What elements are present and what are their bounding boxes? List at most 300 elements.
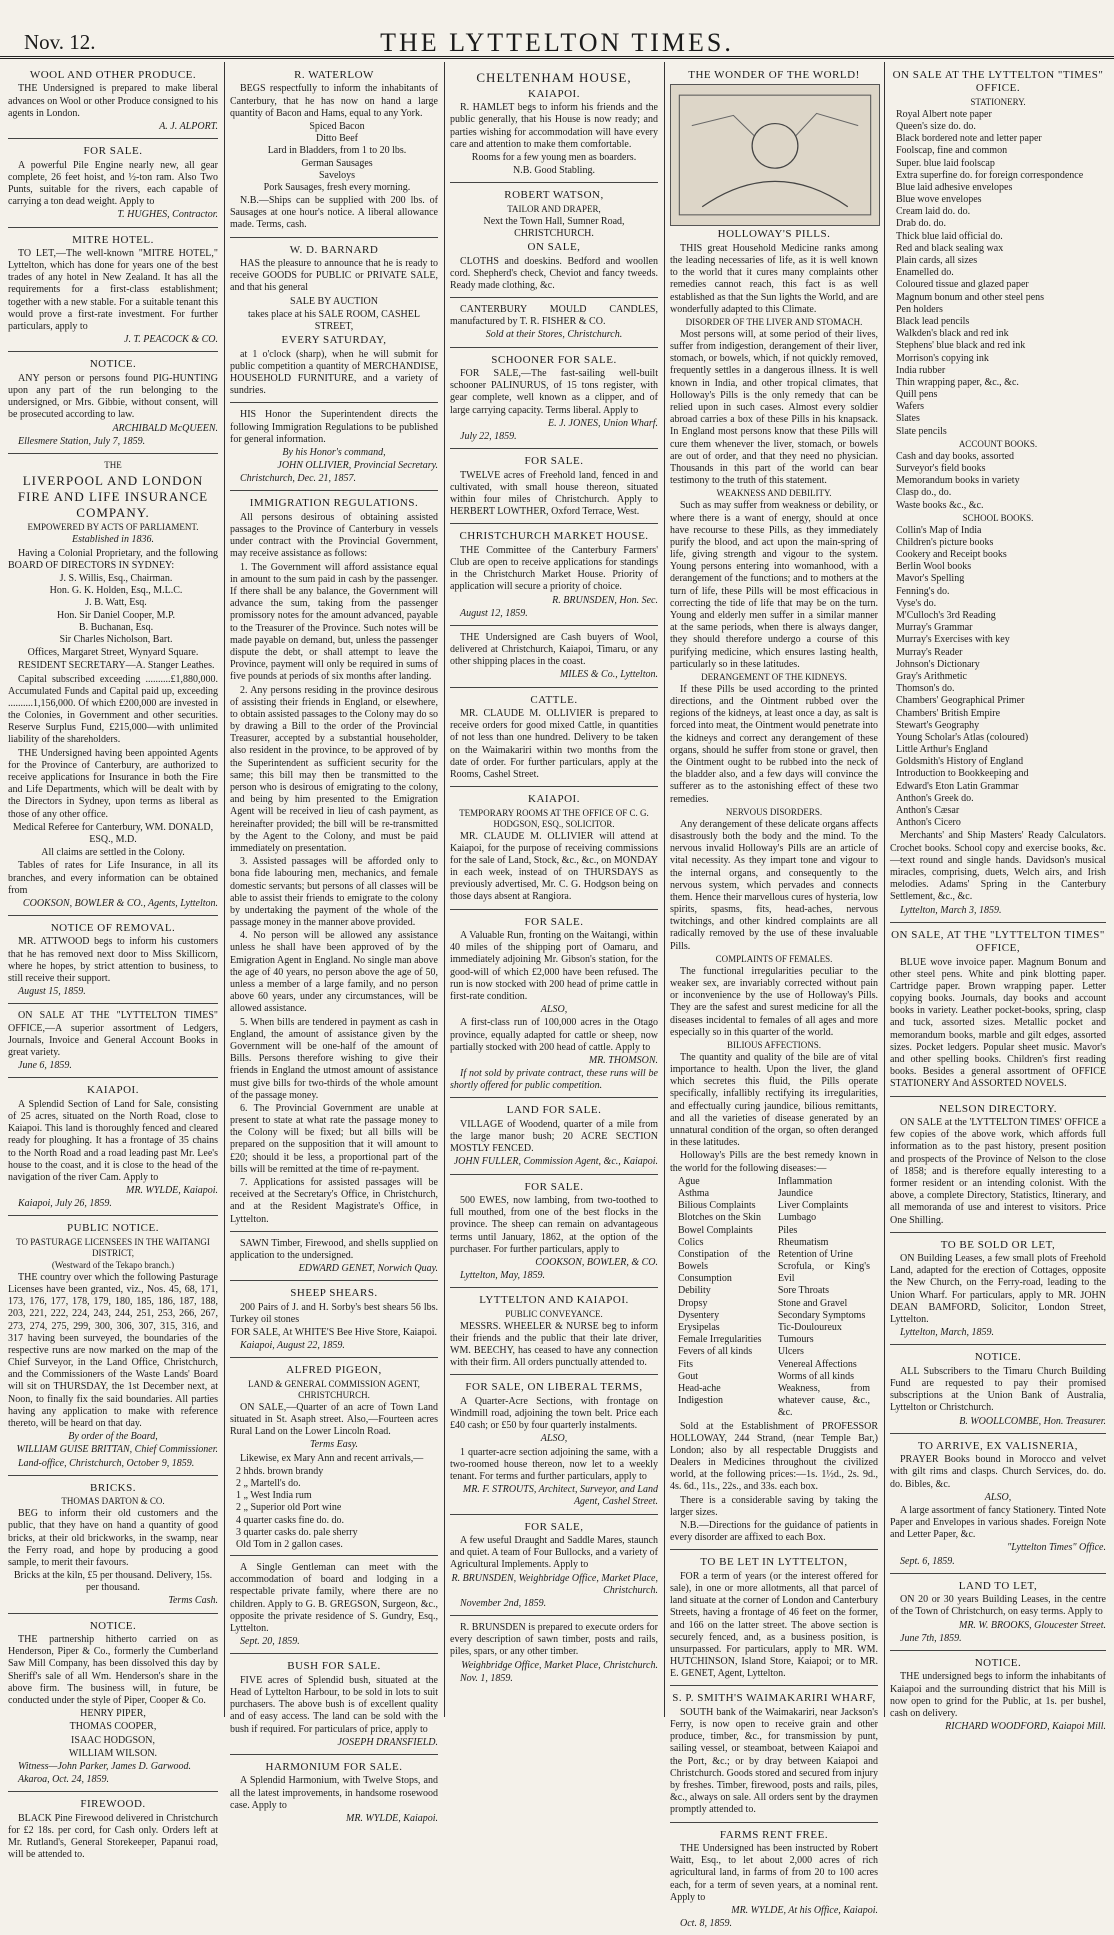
ad-address: Next the Town Hall, Sumner Road, CHRISTCHURCH. xyxy=(483,215,625,239)
list-item: Waste books &c., &c. xyxy=(896,499,984,511)
list-item: Cream laid do. do. xyxy=(896,206,971,218)
ad-also: ALSO, xyxy=(540,1004,568,1016)
ad-text: ANY person or persons found PIG-HUNTING upon any part of the run belonging to the undersigned, or Mrs. Gibbie, without consent, will be prosecuted according to law. xyxy=(8,372,218,421)
ad-title: NOTICE. xyxy=(974,1657,1022,1669)
ad-farms xyxy=(670,1826,878,1935)
list-item: Chambers' British Empire xyxy=(896,707,1001,719)
ad-title: KAIAPOI. xyxy=(87,1084,139,1097)
ad-text: A Single Gentleman can meet with the accommodation of board and lodging in a respectable private family, where there are no children. Apply to G. B. GREGSON, Surgeon, &c., opposite the private residence of S. Gundry, Esq., Lyttelton. xyxy=(230,1562,438,1634)
director-list xyxy=(8,573,218,646)
ad-established: Established in 1836. xyxy=(72,534,154,546)
ad-title: NOTICE. xyxy=(89,1619,137,1632)
disease-item: Erysipelas xyxy=(678,1322,720,1333)
ad-text: at 1 o'clock (sharp), when he will submit for public competition a quantity of MERCHANDISE, HOUSEHOLD FURNITURE, and a variety of sundries. xyxy=(230,348,438,397)
ad-signature: A. J. ALPORT. xyxy=(159,120,218,132)
list-item: Murray's Grammar xyxy=(896,622,973,634)
disease-item: Gout xyxy=(678,1370,698,1382)
partner-name: HENRY PIPER, xyxy=(80,1708,146,1720)
ad-kicker: THE xyxy=(104,459,122,470)
ad-text: MR. CLAUDE M. OLLIVIER will attend at Kaiapoi, for the purpose of receiving commissions for the sale of Land, Stock, &c., &c., on MONDAY in each week, instead of on THURSDAYS as previously advertised, Mr. C. G. Hodgson being on those days absent at Rangiora. xyxy=(450,830,658,903)
ad-text: TO LET,—The well-known "MITRE HOTEL," Lyttelton, which has done for years one of the best trades of any hotel in New Zealand. It has all the requirements for a first-class establishment; together with a new stable. For a suitable tenant this would prove a first-rate investment. For further particulars, apply to xyxy=(8,247,218,333)
list-item: Coloured tissue and glazed paper xyxy=(896,279,1029,291)
ad-market-house xyxy=(450,527,658,626)
partner-name: ISAAC HODGSON, xyxy=(71,1734,155,1746)
ad-text: There is a considerable saving by taking the larger sizes. xyxy=(670,1494,878,1518)
list-item: Slates xyxy=(896,413,920,425)
ad-text: Such as may suffer from weakness or debility, or where there is a want of energy, should at once have recourse to these Pills, as they immediately purify the blood, and act upon the main-spring of life, giving strength and vigour to the system. Young persons entering into womanhood, with a derangement of the functions; and to mothers at the turn of life, these Pills will be most efficacious in correcting the tide of life that may be on the turn. Young and elderly men suffer in a similar manner at the same periods, when there is always danger, they should therefore undergo a course of this purifying medicine, which ensures lasting health, particularly so in these latitudes. xyxy=(670,500,878,670)
ad-title: BUSH FOR SALE. xyxy=(287,1660,381,1673)
ad-date: Sept. 6, 1859. xyxy=(900,1555,955,1567)
disease-item: Rheumatism xyxy=(777,1236,829,1248)
ad-text: CLOTHS and doeskins. Bedford and woollen cord. Shepherd's check, Cheviot and fancy tweeds. Ready made clothing, &c. xyxy=(450,255,658,291)
list-item: Young Scholar's Atlas (coloured) xyxy=(896,731,1029,743)
director: Sir Charles Nicholson, Bart. xyxy=(59,633,173,645)
page-date: Nov. 12. xyxy=(24,30,96,54)
ad-title: S. P. SMITH'S WAIMAKARIRI WHARF, xyxy=(672,1692,876,1705)
ad-candles xyxy=(450,301,658,348)
director: B. Buchanan, Esq. xyxy=(78,621,154,633)
ad-date: Akaroa, Oct. 24, 1859. xyxy=(18,1774,110,1786)
disease-item: Worms of all kinds xyxy=(777,1370,854,1382)
ad-text: A Quarter-Acre Sections, with frontage on Windmill road, adjoining the town belt. Price each £40 cash; or £50 by four quarterly instalments. xyxy=(450,1395,658,1432)
disease-item: Constipation of the Bowels xyxy=(678,1248,771,1273)
ad-signature: JOSEPH DRANSFIELD. xyxy=(337,1736,438,1748)
ad-text: A Valuable Run, fronting on the Waitangi, within 40 miles of the shipping port of Oamaru, and immediately adjoining Mr. Gibson's station, for the good-will of which £2,000 have been refused. The run is now stocked with 200 head of prime cattle in first-rate condition. xyxy=(450,930,658,1002)
ad-text: THE Undersigned has been instructed by Robert Waitt, Esq., to let about 2,000 acres of rich agricultural land, in farms of from 20 to 100 acres each, for a term of seven years, at a nominal rent. Apply to xyxy=(670,1842,878,1903)
list-item: M'Culloch's 3rd Reading xyxy=(896,610,996,622)
list-item: Clasp do., do. xyxy=(896,487,952,499)
ad-text: FOR SALE,—The fast-sailing well-built schooner PALINURUS, of 15 tons register, with gear complete, well known as a clipper, and of large carrying capacity. Terms liberal. Apply to xyxy=(450,368,658,416)
ad-subtitle: TEMPORARY ROOMS AT THE OFFICE OF C. G. HODGSON, ESQ., SOLICITOR. xyxy=(459,807,649,829)
ad-also: ALSO, xyxy=(540,1433,568,1445)
column-rule xyxy=(884,62,885,1717)
ad-title: FOR SALE. xyxy=(524,915,584,928)
ad-text: PRAYER Books bound in Morocco and velvet with gilt rims and clasps. Church Services, do. do. do. Bibles, &c. xyxy=(890,1454,1106,1490)
ad-title: SHEEP SHEARS. xyxy=(290,1287,378,1300)
ad-date: June 7th, 1859. xyxy=(900,1632,962,1644)
ad-immigration xyxy=(230,494,438,1231)
list-item: Cookery and Receipt books xyxy=(896,549,1007,561)
ad-signature: COOKSON, BOWLER, & CO. xyxy=(535,1256,658,1268)
ad-text: BEGS respectfully to inform the inhabitants of Canterbury, that he has now on hand a large quantity of Bacon and Hams, equal to any York. xyxy=(230,83,438,119)
ad-title: HARMONIUM FOR SALE. xyxy=(265,1760,403,1773)
ad-title: LAND FOR SALE. xyxy=(506,1104,602,1117)
list-item: Wafers xyxy=(896,401,925,413)
ad-text: THE undersigned begs to inform the inhabitants of Kaiapoi and the surrounding district that his Mill is now open to grind for the Public, at 1s. per bushel, cash on delivery. xyxy=(890,1671,1106,1719)
list-item: 3 quarter casks do. pale sherry xyxy=(236,1526,358,1538)
ad-text: 1 quarter-acre section adjoining the same, with a two-roomed house thereon, now let to a weekly tenant. For terms and further particulars, apply to xyxy=(450,1446,658,1483)
ad-date: August 12, 1859. xyxy=(460,607,528,619)
ad-woodend xyxy=(450,1101,658,1174)
ad-signature: MR. W. BROOKS, Gloucester Street. xyxy=(958,1619,1106,1631)
ad-text: Merchants' and Ship Masters' Ready Calculators. Crochet books. School copy and exercise books, &c.—text round and single hands. Davidson's musical miracles, comprising, duets, Welch airs, and Irish melodies. Adams' Spring in the Canterbury Settlement, &c., &c. xyxy=(890,830,1106,903)
ad-ledgers xyxy=(8,1007,218,1078)
ad-partnership xyxy=(8,1617,218,1793)
section-title: COMPLAINTS OF FEMALES. xyxy=(715,953,833,964)
ad-signature: COOKSON, BOWLER & CO., Agents, Lyttelton. xyxy=(22,897,218,909)
ad-freehold-land xyxy=(450,452,658,524)
ad-also: ALSO, xyxy=(984,1491,1012,1503)
ad-signature: EDWARD GENET, Norwich Quay. xyxy=(298,1263,438,1275)
list-item: 2 „ Martell's do. xyxy=(236,1477,301,1489)
regulation: 3. Assisted passages will be afforded only to bona fide labouring men, mechanics, and female domestic servants; but persons of all classes will be able to assist their friends to emigrate to the colony by undertaking the payment of the whole of the passage money in the manner above provided. xyxy=(230,856,438,929)
list-item: Anthon's Cæsar xyxy=(896,805,960,817)
disease-item: Bowel Complaints xyxy=(678,1224,753,1236)
section-title: SCHOOL BOOKS. xyxy=(962,512,1034,523)
ad-price: Bricks at the kiln, £5 per thousand. Delivery, 15s. per thousand. xyxy=(13,1570,213,1594)
list-item: 4 quarter casks fine do. do. xyxy=(236,1514,345,1526)
ad-signature: MR. THOMSON. xyxy=(588,1054,658,1066)
ad-signature: Weighbridge Office, Market Place, Christchurch. xyxy=(461,1659,658,1671)
list-item: Red and black sealing wax xyxy=(896,242,1004,254)
ad-text: 500 EWES, now lambing, from two-toothed to full mouthed, from one of the best flocks in the province. The sheep can remain on advantageous terms until January, 1862, at the option of the purchaser. For further particulars, apply to xyxy=(450,1195,658,1255)
ad-pasturage xyxy=(8,1219,218,1475)
ad-timaru-church xyxy=(890,1348,1106,1433)
list-item: Magnum bonum and other steel pens xyxy=(896,291,1045,303)
list-item: Quill pens xyxy=(896,389,938,401)
ad-date: Lyttelton, March, 1859. xyxy=(900,1327,995,1339)
ad-text: MR. ATTWOOD begs to inform his customers that he has removed next door to Miss Skillicorn, where he hopes, by strict attention to business, to still receive their support. xyxy=(8,936,218,985)
ad-text: The quantity and quality of the bile are of vital importance to health. Upon the liver, the gland which secretes this fluid, the Pills operate specifically, infallibly rectifying its irregularities, and effectually curing jaundice, bilious remittants, and all the varieties of disease generated by an unnatural condition of the organ, so often deranged in these latitudes. xyxy=(670,1051,878,1149)
list-item: Queen's size do. do. xyxy=(896,120,976,132)
ad-title: CHRISTCHURCH MARKET HOUSE. xyxy=(459,530,649,543)
ad-title: KAIAPOI. xyxy=(528,793,580,806)
list-item: Surveyor's field books xyxy=(896,463,986,474)
ad-removal xyxy=(8,919,218,1004)
ad-title: SCHOONER FOR SALE. xyxy=(491,353,617,366)
ad-capital: Capital subscribed exceeding ..........£1,880,000. Accumulated Funds and Capital paid up, exceeding ..........1,156,000. Of which £200,000 are invested in the Colonies, in Government and other securities. Reserve Surplus Fund, £215,000—with unlimited liability of the shareholders. xyxy=(8,673,218,746)
ad-draught-mares xyxy=(450,1518,658,1617)
list-item: German Sausages xyxy=(301,157,373,169)
ad-subtitle: KAIAPOI. xyxy=(528,87,580,100)
ad-date: Lyttelton, March 3, 1859. xyxy=(900,904,1002,916)
list-item: Stewart's Geography xyxy=(896,719,980,731)
ad-title: NOTICE OF REMOVAL. xyxy=(50,922,176,935)
ad-times-office-sale xyxy=(890,926,1106,1097)
ad-text: Having a Colonial Proprietary, and the following BOARD OF DIRECTORS IN SYDNEY: xyxy=(8,547,218,571)
disease-item: Bilious Complaints xyxy=(678,1200,756,1212)
ad-text: FIVE acres of Splendid bush, situated at the Head of Lyttelton Harbour, to be sold in lots to suit purchasers. The above bush is of excellent quality and of easy access. The land can be sold with the bush if required. For particulars of price, apply to xyxy=(230,1674,438,1735)
ad-signature: MR. WYLDE, At his Office, Kaiapoi. xyxy=(731,1904,878,1916)
ad-text: A large assortment of fancy Stationery. Tinted Note Paper and Envelopes in various shades. Foreign Note and Letter Paper, &c. xyxy=(890,1504,1106,1541)
ad-subtitle: TAILOR AND DRAPER, xyxy=(507,203,601,214)
list-item: Black bordered note and letter paper xyxy=(896,133,1042,145)
ad-date: Ellesmere Station, July 7, 1859. xyxy=(18,435,146,447)
ad-signature: MR. WYLDE, Kaiapoi. xyxy=(126,1185,218,1197)
disease-item: Asthma xyxy=(678,1187,710,1199)
disease-item: Debility xyxy=(678,1285,711,1297)
ad-text: ALL Subscribers to the Timaru Church Building Fund are requested to pay their promised subscriptions at the Union Bank of Australia, Lyttelton or Christchurch. xyxy=(890,1365,1106,1414)
list-item: Memorandum books in variety xyxy=(896,475,1020,487)
ad-text: THE country over which the following Pasturage Licenses have been granted, viz., Nos. 45, 68, 171, 173, 176, 177, 178, 179, 180, 185, 186, 187, 188, 203, 221, 222, 224, 243, 244, 251, 253, 266, 267, 273, 274, 275, 299, 300, 306, 307, 315, 316, and 317 having been surveyed, the boundaries of the respective runs are now marked on the map of the Chief Surveyor, in the Land Office, Christchurch, and the Commissioners of the Waste Lands' Board will sit on THURSDAY, the 1st December next, at Noon, to finally fix the said boundaries. All parties having any application to make with reference thereto, will be heard on that day. xyxy=(8,1271,218,1430)
list-item: Pork Sausages, fresh every morning. xyxy=(263,181,411,193)
ad-text: Likewise, ex Mary Ann and recent arrivals,— xyxy=(240,1452,424,1464)
ad-nelson-directory xyxy=(890,1100,1106,1233)
list-item: India rubber xyxy=(896,364,946,376)
ad-signature: MILES & Co., Lyttelton. xyxy=(559,669,658,681)
ad-schooner xyxy=(450,351,658,450)
ad-firewood xyxy=(8,1795,218,1866)
disease-item: Venereal Affections xyxy=(777,1358,857,1370)
ad-subtitle: EMPOWERED BY ACTS OF PARLIAMENT. xyxy=(27,522,199,533)
ad-text: The functional irregularities peculiar to the weaker sex, are invariably corrected without pain or inconvenience by the use of Holloway's Pills. They are the safest and surest medicine for all the diseases incidental to females of all ages and more especially so in this quarter of the world. xyxy=(670,965,878,1038)
ad-superintendent xyxy=(230,406,438,491)
ad-witness: Witness—John Parker, James D. Garwood. xyxy=(18,1760,192,1772)
ad-date: Sept. 20, 1859. xyxy=(240,1636,300,1648)
list-item: Super. blue laid foolscap xyxy=(896,157,995,169)
ad-signature: WILLIAM GUISE BRITTAN, Chief Commissioner. xyxy=(16,1444,218,1456)
section-title: DERANGEMENT OF THE KIDNEYS. xyxy=(701,671,847,682)
ad-title: MITRE HOTEL. xyxy=(72,233,154,246)
disease-item: Lumbago xyxy=(777,1212,817,1224)
ad-holloway xyxy=(670,66,878,1550)
disease-item: Dysentery xyxy=(678,1309,720,1321)
ad-run-for-sale xyxy=(450,913,658,1099)
ad-title: ROBERT WATSON, xyxy=(504,189,604,202)
ad-text: Most persons will, at some period of their lives, suffer from indigestion, derangement of their liver, stomach, or bowels, which, if not quickly removed, frequently settles in a dangerous illness. It is well known in India, and other tropical climates, that Holloway's Pills is the only remedy that can be relied upon in such cases. Almost every soldier abroad carries a box of these Pills in his knapsack. In England most persons know that these Pills will cure them whenever the liver, stomach, or bowels are out of order, and that they need no physician. Thousands in this part of the world can bear testimony to the truth of this statement. xyxy=(670,328,878,487)
disease-item: Weakness, from whatever cause, &c., &c. xyxy=(777,1382,870,1419)
ad-single-gentleman xyxy=(230,1559,438,1654)
list-item: Pen holders xyxy=(896,303,943,315)
ad-wool-buyers xyxy=(450,629,658,688)
ad-caption: HOLLOWAY'S PILLS. xyxy=(717,228,831,241)
disease-item: Fits xyxy=(678,1358,694,1370)
disease-item: Liver Complaints xyxy=(777,1200,849,1212)
list-item: Stephens' blue black and red ink xyxy=(896,340,1026,352)
ad-title: ALFRED PIGEON, xyxy=(286,1364,382,1377)
ad-barnard xyxy=(230,241,438,404)
ad-date: Kaiapoi, July 26, 1859. xyxy=(18,1198,112,1210)
ad-day: EVERY SATURDAY, xyxy=(281,334,387,347)
regulation: 6. The Provincial Government are unable at present to state at what rate the passage money to the Colony will be fixed; but all bills will be prepared on the supposition that it will amount to £20; should it be less, a proportional part of the bills will be remitted at the time of re-payment. xyxy=(230,1102,438,1175)
ad-signature: JOHN OLLIVIER, Provincial Secretary. xyxy=(277,460,438,472)
ad-title: FOR SALE, xyxy=(524,1520,584,1533)
disease-list-left xyxy=(678,1176,770,1420)
ad-note: If not sold by private contract, these runs will be shortly offered for public competition. xyxy=(450,1068,658,1092)
list-item: Thomson's do. xyxy=(896,683,955,695)
list-item: Enamelled do. xyxy=(896,267,954,279)
ad-title: NOTICE. xyxy=(974,1351,1022,1364)
ad-text: TWELVE acres of Freehold land, fenced in and cultivated, with small house thereon, situated within four miles of Christchurch. Apply to HERBERT LOWTHER, Oxford Terrace, West. xyxy=(450,469,658,518)
ad-pile-engine xyxy=(8,142,218,227)
ad-wool xyxy=(8,66,218,139)
ad-title: FOR SALE, ON LIBERAL TERMS, xyxy=(465,1381,643,1394)
ad-text: THE Undersigned are Cash buyers of Wool, delivered at Christchurch, Kaiapoi, Timaru, or any other shipping places in the coast. xyxy=(450,631,658,668)
ad-text: ON 20 or 30 years Building Leases, in the centre of the Town of Christchurch, on easy terms. Apply to xyxy=(890,1594,1106,1618)
ad-subtitle: PUBLIC CONVEYANCE. xyxy=(505,1308,603,1319)
ad-title: LAND TO LET, xyxy=(958,1579,1038,1592)
column-4 xyxy=(670,66,879,1930)
ad-date: Land-office, Christchurch, October 9, 1859. xyxy=(18,1457,195,1469)
ad-cheltenham xyxy=(450,66,658,183)
masthead xyxy=(0,0,1114,59)
ad-title: FARMS RENT FREE. xyxy=(719,1828,829,1841)
ad-text: THIS great Household Medicine ranks among the leading necessaries of life, as it is well known to the world that it cures many complaints other remedies cannot reach, this fact is as well established as that the Sun lights the World, and are wonderfully adapted to this Climate. xyxy=(670,242,878,315)
ad-sold-or-let xyxy=(890,1236,1106,1346)
ad-text: SOUTH bank of the Waimakariri, near Jackson's Ferry, is now open to receive grain and other produce, timber, &c., for transmission by punt, sailing vessel, or steamboat, between Kaiapoi and the Port, &c.; or by dray between Kaiapoi and Christchurch. Goods stored and secured from injury by freshes. Timber, firewood, posts and rails, piles, &c., always on sale. All orders sent by the draymen promptly attended to. xyxy=(670,1706,879,1816)
ad-date: June 6, 1859. xyxy=(18,1060,72,1072)
ad-text: Sold at the Establishment of PROFESSOR HOLLOWAY, 244 Strand, (near Temple Bar,) London; also by all respectable Druggists and Dealers in Medicines throughout the civilized world, at the following prices:—1s. 1½d., 2s. 9d., 4s. 6d., 11s., 22s., and 33s. each box. xyxy=(670,1420,878,1493)
ad-ewes xyxy=(450,1178,658,1289)
list-item: Thick blue laid official do. xyxy=(896,230,1003,242)
ad-signature: T. HUGHES, Contractor. xyxy=(117,209,218,221)
ad-to-let-lyttelton xyxy=(670,1553,878,1686)
ad-text: ON SALE at the 'LYTTELTON TIMES' OFFICE a few copies of the above work, which affords full information as to the past history, present position and prospects of the Province of Nelson to the close of 1858; and is therefore equally interesting to a former resident or an intending colonist. With the above, a complete Directory, Statistics, Itinerary, and all memoranda of use and interest to visitors. Price One Shilling. xyxy=(890,1117,1106,1226)
list-item: 1 „ West India rum xyxy=(236,1490,312,1502)
partner-name: THOMAS COOPER, xyxy=(69,1721,157,1733)
column-2 xyxy=(230,66,438,1824)
ad-title: FOR SALE. xyxy=(524,455,584,468)
disease-item: Tumours xyxy=(777,1334,814,1346)
ad-bricks xyxy=(8,1479,218,1614)
list-item: Blue wove envelopes xyxy=(896,194,982,206)
column-rule xyxy=(224,62,225,1717)
ad-text: THE Committee of the Canterbury Farmers' Club are open to receive applications for standings in the Christchurch Market House. Priority of application will secure a priority of choice. xyxy=(450,544,658,593)
ad-text: R. BRUNSDEN is prepared to execute orders for every description of sawn timber, posts and rails, piles, spars, or any other timber. xyxy=(450,1622,658,1658)
ad-title: CATTLE. xyxy=(530,693,578,706)
list-item: Black lead pencils xyxy=(896,315,970,327)
ad-alfred-pigeon xyxy=(230,1361,438,1556)
disease-item: Blotches on the Skin xyxy=(678,1212,762,1224)
ad-title: TO BE LET IN LYTTELTON, xyxy=(700,1556,848,1569)
ad-signature: J. T. PEACOCK & CO. xyxy=(124,334,218,346)
disease-item: Scrofula, or King's Evil xyxy=(777,1261,870,1285)
ad-harmonium xyxy=(230,1758,438,1830)
ad-text: 200 Pairs of J. and H. Sorby's best shears 56 lbs. Turkey oil stones xyxy=(230,1301,438,1325)
regulation: 7. Applications for assisted passages will be received at the Secretary's Office, in Christchurch, and at the Resident Magistrate's Office, in Lyttelton. xyxy=(230,1177,438,1225)
engraving-image xyxy=(670,84,880,226)
list-item: Morrison's copying ink xyxy=(896,352,989,364)
ad-title: FIREWOOD. xyxy=(80,1798,146,1811)
regulation: 4. No person will be allowed any assistance unless he shall have been approved of by the Emigration Agent in England. No single man above the age of 40 years, no person above the age of 50, unless a member of a large family, and no person above 60 years, under any circumstances, will be allowed assistance. xyxy=(230,930,438,1015)
disease-item: Fevers of all kinds xyxy=(678,1346,753,1358)
ad-title: ON SALE, AT THE "LYTTELTON TIMES" OFFICE, xyxy=(891,928,1105,955)
list-item: Drab do. do. xyxy=(896,218,946,230)
disease-item: Sore Throats xyxy=(777,1285,830,1297)
list-item: Old Tom in 2 gallon cases. xyxy=(236,1538,343,1550)
ad-note: N.B. Good Stabling. xyxy=(513,165,595,177)
ad-title: LYTTELTON AND KAIAPOI. xyxy=(479,1294,629,1307)
disease-item: Tic-Douloureux xyxy=(777,1322,842,1333)
section-title: BILIOUS AFFECTIONS. xyxy=(726,1039,821,1050)
disease-item: Inflammation xyxy=(777,1175,833,1187)
ad-wharf xyxy=(670,1689,878,1822)
ad-sawn-timber xyxy=(230,1235,438,1282)
disease-item: Female Irregularities xyxy=(678,1334,762,1346)
ad-title: FOR SALE. xyxy=(524,1180,584,1193)
ad-date: Oct. 8, 1859. xyxy=(680,1918,732,1930)
ad-pig-hunting xyxy=(8,355,218,454)
ad-text: BEG to inform their old customers and the public, that they have on hand a quantity of good bricks, at their old brickworks, in the swamp, near the Ferry road, and hope by producing a good sample, to merit their favours. xyxy=(8,1508,218,1568)
list-item: Murray's Exercises with key xyxy=(896,634,1010,646)
list-item: Gray's Arithmetic xyxy=(896,670,967,682)
ad-secretary: RESIDENT SECRETARY—A. Stanger Leathes. xyxy=(18,660,215,672)
ad-title: NELSON DIRECTORY. xyxy=(938,1102,1058,1115)
disease-item: Piles xyxy=(777,1224,798,1236)
ad-subtitle: TO PASTURAGE LICENSEES IN THE WAITANGI DISTRICT, xyxy=(16,1236,210,1258)
ad-order: By his Honor's command, xyxy=(282,446,386,458)
list-item: Vyse's do. xyxy=(896,597,937,609)
ad-date: November 2nd, 1859. xyxy=(460,1597,547,1609)
ad-note: N.B.—Directions for the guidance of patients in every disorder are affixed to each Box. xyxy=(670,1520,878,1544)
column-rule xyxy=(664,62,665,1717)
list-item: Foolscap, fine and common xyxy=(896,145,1008,157)
ad-text: BLACK Pine Firewood delivered in Christchurch for £2 18s. per cord, for Cash only. Orders left at Mr. Rutland's, General Storekeeper, Papanui road, will be attended to. xyxy=(8,1812,218,1861)
ad-date: Nov. 1, 1859. xyxy=(460,1672,513,1684)
disease-item: Ague xyxy=(678,1175,700,1187)
ad-liverpool-insurance xyxy=(8,457,218,916)
column-3 xyxy=(450,66,658,1714)
disease-item: Consumption xyxy=(678,1273,732,1285)
ad-text: takes place at his SALE ROOM, CASHEL STREET, xyxy=(248,308,420,332)
disease-item: Colics xyxy=(678,1236,704,1248)
list-item: Children's picture books xyxy=(896,536,994,548)
ad-text: THE Undersigned having been appointed Agents for the Province of Canterbury, are authorized to receive applications for Insurance in both the Fire and Life Departments, which will be dealt with by the Directors in Sydney, upon terms as liberal as those of any other office. xyxy=(8,747,218,820)
list-item: Fenning's do. xyxy=(896,585,950,597)
ad-title: CHELTENHAM HOUSE, xyxy=(476,70,632,85)
ad-sale: FOR SALE, At WHITE'S Bee Hive Store, Kaiapoi. xyxy=(230,1327,438,1339)
ad-sale: ON SALE, xyxy=(527,241,581,254)
disease-item: Retention of Urine xyxy=(777,1248,853,1260)
ad-subtitle: Sold at their Stores, Christchurch. xyxy=(485,329,623,341)
ad-referee: Medical Referee for Canterbury, WM. DONALD, ESQ., M.D. xyxy=(12,821,214,845)
regulation: 1. The Government will afford assistance equal in amount to the sum paid in cash by the passenger. If there shall be any balance, the Government will advance the sum, taking from the passenger promissory notes for the amount advanced, payable to the Treasurer of the Province. Such notes will be made payable on demand, but, unless the passenger dispute the debt, or shall attempt to leave the Province, payment will only be required in sums of five pounds at periods of six months after landing. xyxy=(230,561,438,683)
ad-kaiapoi-rooms xyxy=(450,790,658,909)
ad-text: MESSRS. WHEELER & NURSE beg to inform their friends and the public that their late driver, WM. BEECHY, has ceased to have any connection with their firm. All orders punctually attended to. xyxy=(450,1320,658,1369)
ad-text: BLUE wove invoice paper. Magnum Bonum and other steel pens. White and pink blotting paper. Cartridge paper. Brown wrapping paper. Letter copying books. Journals, day books and account books in variety. Leather pocket-books, spring, clasp and tuck, assorted sizes. Metallic pocket and memorandum books, marble and gilt edges, assorted sizes. Pocket ledgers. Popular sheet music. Mavor's and other spelling books. Children's first reading books. Besides a general assortment of OFFICE STATIONERY And ASSORTED NOVELS. xyxy=(890,956,1106,1090)
ad-text: If these Pills be used according to the printed directions, and the Ointment rubbed over the regions of the kidneys, at least once a day, as salt is forced into meat, the Ointment would penetrate into the kidneys and correct any derangement of these organs, should he suffer from stone or gravel, then the Ointment ought to be rubbed into the neck of the bladder also, and a few days will convince the sufferer as to the astonishing effect of these two remedies. xyxy=(670,683,878,805)
regulation: 2. Any persons residing in the province desirous of assisting their friends in England, or elsewhere, to obtain assisted passages to the Colony may do so by drawing a Bill to the order of the Provincial Treasurer, accepted by a substantial householder, also resident in the province, to be approved of by the Superintendent as sufficient security for the same; this bill may then be transmitted to the person who is desirous of emigrating to the colony, and being by him presented to the Emigration Agent will be received in lieu of cash payment, as hereinafter provided; the bill will be re-transmitted by the Agent to the Colony, and must be paid immediately on presentation. xyxy=(230,684,438,854)
ad-signature: ARCHIBALD McQUEEN. xyxy=(112,422,218,434)
ad-signature: E. J. JONES, Union Wharf. xyxy=(548,417,658,429)
ad-subtitle: LAND & GENERAL COMMISSION AGENT, CHRISTCHURCH. xyxy=(248,1378,420,1400)
ad-bush xyxy=(230,1657,438,1755)
ad-claims: All claims are settled in the Colony. xyxy=(41,847,185,859)
ad-stationery xyxy=(890,66,1106,923)
list-item: Edward's Eton Latin Grammar xyxy=(896,780,1019,792)
ad-text: A few useful Draught and Saddle Mares, staunch and quiet. A team of Four Bullocks, and a variety of Agricultural Implements. Apply to xyxy=(450,1534,658,1571)
ad-valisneria xyxy=(890,1437,1106,1574)
ad-text: Tables of rates for Life Insurance, in all its branches, and every information can be obtained from xyxy=(8,860,218,896)
ad-text: Any derangement of these delicate organs affects disastrously both the body and the mind. To the nervous invalid Holloway's Pills are an article of vital necessity. As they impart tone and vigour to the internal organs, and consequently to the nervous system, which pervades and connects them. Hence their marvellous cures of hysteria, low spirits, spasms, fits, head-aches, nervous twitchings, and other kindred complaints are all radically removed by the use of these invaluable Pills. xyxy=(670,818,878,952)
director: Hon. Sir Daniel Cooper, M.P. xyxy=(57,609,175,621)
item-list xyxy=(230,121,438,194)
list-item: Anthon's Greek do. xyxy=(896,792,974,804)
ad-text: A Splendid Section of Land for Sale, consisting of 25 acres, situated on the North Road, close to Kaiapoi. This land is thoroughly fenced and cleared ready for ploughing. It has a frontage of 35 chains to the North Road and a road leading past Mr. Lee's house to the coast, and it is close to the head of the navigation of the river Cam. Apply to xyxy=(8,1098,218,1183)
list-item: Royal Albert note paper xyxy=(896,108,992,120)
list-item: 2 hhds. brown brandy xyxy=(236,1465,324,1477)
disease-item: Jaundice xyxy=(777,1187,813,1199)
section-title: STATIONERY. xyxy=(970,96,1026,107)
ad-text: CANTERBURY MOULD CANDLES, manufactured by T. R. FISHER & CO. xyxy=(450,304,658,328)
ad-title: BRICKS. xyxy=(90,1481,136,1494)
list-item: Slate pencils xyxy=(896,425,947,437)
ad-date: July 22, 1859. xyxy=(460,431,517,443)
ad-text: A Splendid Harmonium, with Twelve Stops, and all the latest improvements, in handsome rosewood case. Apply to xyxy=(230,1775,438,1811)
list-item: Blue laid adhesive envelopes xyxy=(896,181,1013,193)
disease-item: Secondary Symptoms xyxy=(777,1309,866,1321)
section-title: NERVOUS DISORDERS. xyxy=(725,806,823,817)
list-item: Johnson's Dictionary xyxy=(896,658,980,670)
ad-date: August 15, 1859. xyxy=(18,986,86,998)
ad-title: TO ARRIVE, EX VALISNERIA, xyxy=(917,1439,1079,1452)
director: J. S. Willis, Esq., Chairman. xyxy=(59,573,173,585)
director: Hon. G. K. Holden, Esq., M.L.C. xyxy=(49,585,183,597)
ad-text: All persons desirous of obtaining assisted passages to the Province of Canterbury in vessels under contract with the Provincial Government, may receive assistance as follows: xyxy=(230,511,438,560)
ad-conveyance xyxy=(450,1291,658,1375)
ad-text: A powerful Pile Engine nearly new, all gear complete, 26 feet hoist, and ½-ton ram. Also Two Punts, suitable for the rivers, each capable of carrying a ton dead weight. Apply to xyxy=(8,159,218,208)
ad-terms: Terms Easy. xyxy=(310,1439,358,1451)
